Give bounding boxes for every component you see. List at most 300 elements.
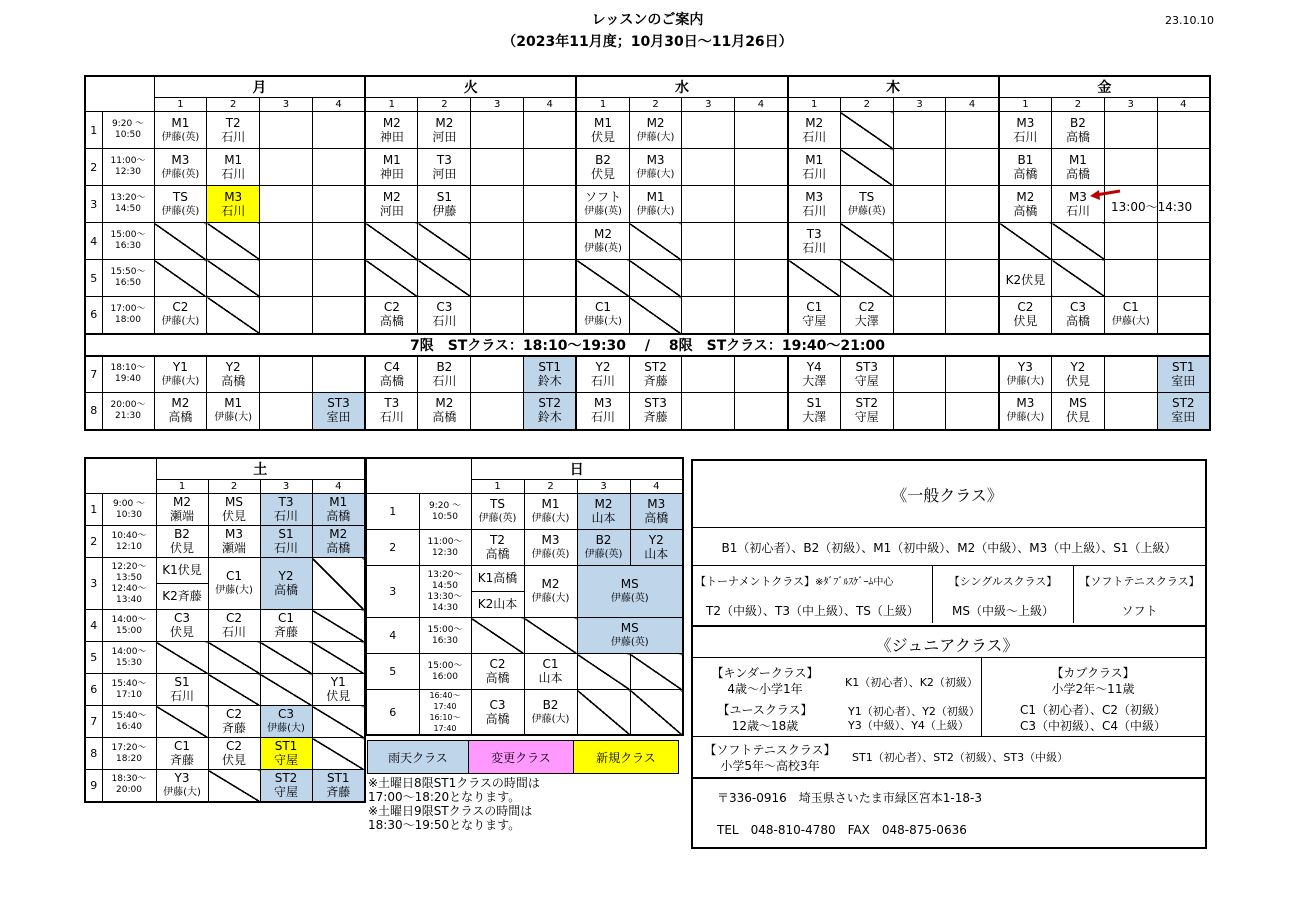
class-code: K2伏見 — [1005, 272, 1046, 287]
class-code: M1 — [171, 115, 190, 130]
class-cell — [576, 112, 629, 149]
class-code: B2 — [174, 527, 190, 541]
class-cell — [312, 260, 365, 297]
divider — [981, 658, 982, 736]
class-instructor: 伊藤(英) — [584, 242, 622, 254]
class-cell — [208, 674, 260, 706]
table-row — [85, 112, 1210, 149]
class-cell — [154, 223, 207, 260]
class-code: S1 — [278, 527, 294, 541]
class-cell — [893, 356, 946, 393]
class-code: Y2 — [225, 359, 241, 374]
class-code: TS — [859, 189, 875, 204]
class-code: C3 — [1069, 300, 1086, 315]
time-cell — [102, 223, 154, 260]
note-line: 18:30～19:50となります。 — [368, 818, 521, 832]
time-text: 12:20～ — [111, 561, 147, 572]
class-cell — [471, 494, 524, 530]
class-cell — [577, 690, 630, 736]
class-cell — [999, 149, 1052, 186]
class-instructor: 石川 — [802, 129, 827, 144]
class-cell — [471, 297, 524, 334]
divider — [693, 736, 1205, 737]
issue-date: 23.10.10 — [1165, 14, 1214, 27]
time-text: 16:30 — [432, 635, 458, 646]
table-row — [85, 770, 365, 802]
class-instructor: 斉藤 — [221, 721, 246, 735]
class-code: Y1 — [172, 359, 188, 374]
class-code: ST1 — [1171, 359, 1195, 374]
general-title: 《一般クラス》 — [891, 486, 1003, 505]
class-cell — [735, 356, 788, 393]
class-cell — [260, 738, 312, 770]
class-cell — [418, 260, 471, 297]
legend-new: 新規クラス — [573, 740, 679, 774]
class-cell — [682, 223, 735, 260]
youth-levels-2: Y3（中級）、Y4（上級） — [848, 719, 969, 732]
class-instructor: 伏見 — [1065, 373, 1090, 388]
class-code: C1 — [173, 739, 190, 753]
general-line: B1（初心者）、B2（初級）、M1（初中級）、M2（中級）、M3（中上級）、S1（上級） — [721, 541, 1177, 555]
class-instructor: 高橋 — [485, 547, 510, 561]
class-cell — [630, 494, 683, 530]
class-code: Y2 — [1070, 359, 1086, 374]
class-code: M3 — [224, 189, 243, 204]
period-number: 1 — [471, 480, 524, 494]
period-number: 3 — [471, 98, 524, 112]
class-instructor: 石川 — [1013, 129, 1038, 144]
class-cell — [312, 610, 365, 642]
class-cell — [471, 149, 524, 186]
time-text: 17:10 — [116, 689, 142, 700]
class-code: M3 — [1016, 396, 1035, 411]
class-instructor: 高橋 — [1013, 166, 1038, 181]
class-instructor: 石川 — [273, 509, 298, 523]
class-instructor: 大澤 — [802, 410, 827, 425]
class-cell — [1157, 356, 1210, 393]
class-cell — [471, 654, 524, 690]
class-cell — [788, 223, 841, 260]
class-cell — [524, 654, 577, 690]
class-cell — [154, 112, 207, 149]
class-instructor: 伊藤(大) — [163, 786, 201, 798]
table-row — [366, 566, 683, 618]
time-cell — [419, 654, 471, 690]
class-instructor: 石川 — [221, 203, 246, 218]
time-text: 14:00～ — [111, 646, 147, 657]
row-number: 4 — [85, 610, 102, 642]
row-number: 7 — [85, 356, 102, 393]
time-text: 13:40 — [116, 594, 142, 605]
class-cell — [629, 149, 682, 186]
time-text: 12:10 — [116, 541, 142, 552]
divider — [693, 565, 1205, 566]
time-cell — [102, 260, 154, 297]
time-start: 20:00～ — [110, 399, 146, 410]
class-instructor: 伏見 — [591, 166, 616, 181]
class-cell — [524, 618, 577, 654]
class-code: K1高橋 — [472, 566, 524, 592]
row-number: 5 — [85, 642, 102, 674]
class-cell — [418, 356, 471, 393]
class-cell — [682, 149, 735, 186]
note-line: ※土曜日8限ST1クラスの時間は — [368, 776, 540, 790]
class-code: C2 — [1017, 300, 1034, 315]
class-instructor: 伊藤(大) — [1111, 316, 1150, 328]
table-row — [85, 642, 365, 674]
period-number: 4 — [735, 98, 788, 112]
class-cell — [576, 356, 629, 393]
class-cell — [260, 674, 312, 706]
class-cell — [471, 618, 524, 654]
time-cell — [102, 738, 156, 770]
table-row — [85, 558, 365, 610]
class-cell — [207, 356, 260, 393]
time-text: 16:40 — [116, 721, 142, 732]
class-code: C1 — [1122, 300, 1139, 315]
class-cell — [471, 530, 524, 566]
class-instructor: 石川 — [221, 166, 246, 181]
class-cell — [1104, 223, 1157, 260]
class-instructor: 伊藤(英) — [610, 637, 649, 648]
softtennis-heading: 【ソフトテニスクラス】 — [1079, 575, 1200, 588]
class-code: M3 — [1068, 189, 1087, 204]
class-code: C3 — [489, 697, 506, 712]
class-code: M1 — [646, 189, 665, 204]
class-code: M1 — [329, 495, 348, 509]
class-instructor: 伊藤(大) — [531, 513, 570, 524]
row-number: 6 — [366, 690, 419, 736]
class-cell — [524, 530, 577, 566]
class-cell — [682, 112, 735, 149]
class-instructor: 山本 — [644, 547, 669, 561]
youth-heading: 【ユースクラス】 — [717, 703, 813, 717]
class-instructor: 伊藤(大) — [1006, 375, 1045, 387]
class-cell — [576, 223, 629, 260]
class-cell — [1052, 297, 1105, 334]
class-code: M2 — [594, 497, 613, 511]
time-text: 17:40 — [433, 702, 457, 711]
class-cell — [629, 186, 682, 223]
class-cell — [893, 186, 946, 223]
time-start: 13:20～ — [110, 193, 146, 203]
class-code: M3 — [171, 152, 190, 167]
class-instructor: 石川 — [379, 410, 404, 425]
class-cell — [735, 260, 788, 297]
class-cell — [365, 297, 418, 334]
period-number: 3 — [893, 98, 946, 112]
class-cell — [260, 558, 312, 610]
table-row — [85, 494, 365, 526]
day-header: 木 — [788, 76, 999, 98]
class-cell — [682, 297, 735, 334]
class-code: C3 — [277, 707, 294, 721]
table-row — [85, 223, 1210, 260]
class-cell — [788, 112, 841, 149]
time-end: 19:40 — [115, 374, 141, 385]
class-cell — [893, 393, 946, 430]
class-cell — [312, 558, 365, 610]
table-row — [85, 393, 1210, 430]
class-code: K1伏見 — [157, 558, 208, 584]
table-row — [366, 690, 683, 736]
class-instructor: 守屋 — [273, 784, 298, 799]
time-end: 18:00 — [115, 314, 141, 325]
class-code: Y1 — [330, 675, 346, 689]
arrow-icon — [1088, 187, 1122, 201]
class-cell — [365, 149, 418, 186]
class-cell — [524, 566, 577, 618]
class-instructor: 伊藤 — [432, 203, 457, 218]
time-start: 9:20 ～ — [111, 119, 145, 129]
class-cell — [312, 223, 365, 260]
time-text: 12:40～ — [111, 583, 147, 594]
time-cell — [102, 297, 154, 334]
class-cell — [735, 393, 788, 430]
period-number: 4 — [946, 98, 999, 112]
class-cell — [207, 149, 260, 186]
class-instructor: 石川 — [591, 373, 616, 388]
time-text: 11:00～ — [427, 536, 463, 547]
class-code: MS — [620, 621, 639, 635]
class-cell — [312, 526, 365, 558]
class-cell — [471, 690, 524, 736]
note-line: ※土曜日9限STクラスの時間は — [368, 804, 533, 818]
class-cell — [999, 260, 1052, 297]
class-cell — [1157, 112, 1210, 149]
time-start: 15:50～ — [110, 267, 146, 277]
class-cell — [208, 642, 260, 674]
period-number: 4 — [630, 480, 683, 494]
period-number: 3 — [260, 98, 313, 112]
class-cell — [1157, 149, 1210, 186]
class-code: M3 — [541, 533, 560, 547]
class-cell — [156, 558, 208, 610]
class-code: C1 — [225, 569, 242, 583]
period-number: 1 — [576, 98, 629, 112]
class-code: M2 — [435, 115, 454, 130]
class-instructor: 伏見 — [169, 625, 194, 639]
class-cell — [630, 530, 683, 566]
class-code: S1 — [174, 675, 190, 689]
time-text: 10:40～ — [111, 530, 147, 541]
class-instructor: 斉藤 — [273, 625, 298, 639]
class-code: M3 — [225, 527, 243, 541]
class-code: C3 — [173, 611, 190, 625]
class-cell — [156, 642, 208, 674]
class-cell — [946, 149, 999, 186]
class-cell — [312, 494, 365, 526]
class-instructor: 伊藤(大) — [1006, 412, 1045, 424]
class-cell — [260, 770, 312, 802]
row-number: 6 — [85, 297, 102, 334]
class-code: C1 — [277, 611, 294, 625]
class-instructor: 瀬端 — [221, 541, 246, 555]
class-code: M3 — [594, 396, 613, 411]
table-row — [85, 149, 1210, 186]
class-code: Y4 — [806, 359, 822, 374]
class-cell — [840, 260, 893, 297]
class-cell — [260, 526, 312, 558]
class-instructor: 伊藤(大) — [636, 205, 675, 217]
class-code: B2 — [436, 359, 453, 374]
class-cell — [524, 149, 577, 186]
time-start: 15:00～ — [110, 230, 146, 240]
class-cell — [260, 706, 312, 738]
class-cell — [576, 260, 629, 297]
class-cell — [365, 112, 418, 149]
friday-time-note: 13:00～14:30 — [1111, 200, 1193, 214]
class-cell — [154, 297, 207, 334]
class-cell — [999, 356, 1052, 393]
class-code: M2 — [1016, 189, 1035, 204]
class-cell — [524, 297, 577, 334]
class-cell — [312, 706, 365, 738]
class-cell — [208, 706, 260, 738]
class-instructor: 高橋 — [221, 373, 246, 388]
class-instructor: 室田 — [326, 410, 351, 425]
class-cell — [893, 260, 946, 297]
class-cell — [1052, 356, 1105, 393]
class-code: MS — [1068, 396, 1087, 411]
table-row — [85, 610, 365, 642]
time-cell — [102, 393, 154, 430]
class-cell — [154, 356, 207, 393]
class-cell — [312, 674, 365, 706]
class-cell — [365, 186, 418, 223]
class-instructor: 伊藤(大) — [636, 168, 675, 180]
class-instructor: 伏見 — [221, 509, 246, 523]
class-code: B2 — [1070, 115, 1086, 130]
class-instructor: 伏見 — [1065, 410, 1090, 425]
divider — [693, 657, 1205, 658]
class-code: M2 — [541, 577, 560, 591]
class-cell — [365, 356, 418, 393]
class-code: M3 — [1016, 115, 1035, 130]
class-cell — [208, 558, 260, 610]
corner-cell — [366, 458, 471, 494]
class-instructor: 高橋 — [326, 541, 351, 555]
class-code: MS — [225, 495, 243, 509]
class-cell — [365, 393, 418, 430]
time-cell — [419, 566, 471, 618]
youth-age: 12歳～18歳 — [731, 719, 799, 733]
class-instructor: 石川 — [802, 166, 827, 181]
class-code: C2 — [489, 657, 506, 671]
class-cell — [577, 530, 630, 566]
kinder-heading: 【キンダークラス】 — [711, 666, 819, 680]
time-text: 14:50 — [432, 580, 458, 591]
class-instructor: 石川 — [221, 625, 246, 639]
class-instructor: 伊藤(大) — [531, 593, 570, 604]
class-code: ST2 — [644, 359, 667, 374]
class-code: M2 — [382, 115, 401, 130]
class-code: ST1 — [326, 770, 350, 785]
class-cell — [312, 642, 365, 674]
class-cell — [312, 738, 365, 770]
class-cell — [788, 260, 841, 297]
class-cell — [471, 112, 524, 149]
period-number: 2 — [524, 480, 577, 494]
class-code: C1 — [806, 300, 823, 315]
time-cell — [102, 356, 154, 393]
class-cell — [312, 149, 365, 186]
class-instructor: 石川 — [1065, 203, 1090, 218]
note-line: 17:00～18:20となります。 — [368, 790, 521, 804]
time-text: 20:00 — [116, 785, 142, 796]
class-instructor: 守屋 — [802, 314, 827, 329]
page-title: レッスンのご案内 — [591, 12, 704, 28]
class-code: TS — [172, 189, 188, 204]
class-instructor: 守屋 — [854, 373, 879, 388]
class-cell — [946, 223, 999, 260]
row-number: 6 — [85, 674, 102, 706]
class-cell — [471, 223, 524, 260]
class-code: M1 — [1068, 152, 1087, 167]
period-number: 1 — [999, 98, 1052, 112]
row-number: 2 — [85, 149, 102, 186]
class-code: M1 — [594, 115, 613, 130]
st-band: 7限 STクラス：18:10～19:30 / 8限 STクラス：19:40～21:00 — [85, 334, 1210, 356]
class-cell — [156, 770, 208, 802]
class-cell — [524, 393, 577, 430]
class-cell — [946, 297, 999, 334]
class-cell — [156, 610, 208, 642]
sunday-schedule-table — [365, 457, 684, 736]
class-code: ソフト — [585, 189, 622, 204]
class-code: MS — [620, 577, 639, 591]
time-cell — [419, 618, 471, 654]
time-text: 10:50 — [432, 511, 458, 522]
time-text: 18:30～ — [111, 774, 147, 785]
class-cell — [1052, 149, 1105, 186]
class-cell — [1052, 112, 1105, 149]
class-code: M1 — [224, 396, 243, 411]
period-number: 1 — [154, 98, 207, 112]
class-instructor: 伊藤(大) — [161, 316, 200, 328]
class-code: M2 — [594, 226, 613, 241]
class-code: M2 — [173, 495, 191, 509]
class-cell — [840, 297, 893, 334]
saturday-schedule-table — [84, 457, 366, 803]
class-code: M2 — [329, 527, 348, 541]
table-row — [85, 356, 1210, 393]
class-cell — [682, 356, 735, 393]
jsoft-levels: ST1（初心者）、ST2（初級）、ST3（中級） — [852, 751, 1069, 764]
time-text: 12:30 — [432, 547, 458, 558]
class-code: M1 — [382, 152, 401, 167]
time-text: 15:40～ — [111, 710, 147, 721]
time-text: 15:00 — [116, 625, 142, 636]
class-cell — [471, 393, 524, 430]
class-instructor: 高橋 — [379, 373, 404, 388]
class-cell — [999, 223, 1052, 260]
class-cell — [946, 112, 999, 149]
class-cell — [260, 186, 313, 223]
row-number: 8 — [85, 393, 102, 430]
kinder-age: 4歳～小学1年 — [727, 682, 803, 696]
time-start: 18:10～ — [110, 363, 146, 374]
class-code: C1 — [595, 300, 612, 315]
class-code: ST2 — [274, 770, 298, 785]
time-text: 14:00～ — [111, 614, 147, 625]
class-code: M2 — [805, 115, 824, 130]
class-instructor: 伊藤(大) — [584, 316, 622, 328]
class-cell — [260, 260, 313, 297]
class-instructor: 伏見 — [221, 753, 246, 767]
junior-title: 《ジュニアクラス》 — [875, 636, 1019, 655]
class-cell — [735, 186, 788, 223]
